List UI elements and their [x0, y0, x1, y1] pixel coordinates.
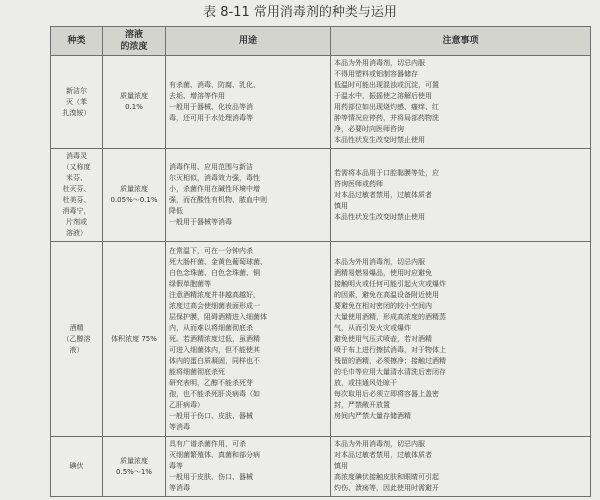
cell-line: 片剂或: [66, 218, 87, 226]
cell-type: [51, 242, 103, 437]
cell-line: 碘伏: [69, 462, 84, 470]
cell-line: 降低: [169, 207, 183, 215]
cell-line: 新洁尔: [66, 86, 87, 95]
cell-line: 米芬、: [66, 174, 87, 182]
cell-line: 封，严禁敞开放置: [334, 400, 390, 409]
cell-concentration: [103, 242, 166, 437]
cell-line: 浓度过高会使细菌表面形成一: [169, 301, 260, 310]
cell-line: 内，从而难以将细菌彻底杀: [169, 323, 253, 332]
cell-line: 乙肝病毒）: [169, 400, 204, 409]
cell-line: 层保护膜，阻碍酒精进入细菌体: [169, 312, 267, 321]
header-row: [51, 27, 591, 56]
cell-line: 液）: [69, 345, 84, 354]
cell-line: 0.5%～1%: [116, 467, 152, 476]
cell-line: 质量浓度: [120, 456, 148, 465]
cell-line: 0.1%: [125, 103, 143, 111]
cell-line: 高浓度碘伏接触皮肤和眼睛可引起: [334, 473, 439, 481]
cell-line: 0.05%～0.1%: [110, 196, 158, 204]
cell-line: 可进入细菌体内，但不能使其: [169, 345, 260, 354]
cell-line: 咨询医师或药师: [334, 179, 383, 188]
cell-line: 溶液）: [66, 229, 87, 237]
cell-line: 强，而在酸性有机物、脓血中则: [169, 196, 267, 204]
cell-line: 一般用于器械、化妆品等消: [169, 103, 253, 111]
cell-line: 能将细菌彻底杀死: [169, 367, 225, 376]
table-row: [51, 242, 591, 437]
cell-line: 扎溴铵）: [62, 108, 91, 117]
cell-line: 消毒宁，: [62, 207, 91, 215]
cell-line: 体内的蛋白质凝固，同样也不: [169, 356, 260, 365]
cell-use: [166, 242, 331, 437]
cell-type: [51, 437, 103, 497]
cell-line: 要避免在相对密闭的较小空间内: [334, 301, 432, 310]
cell-line: 灭细菌繁殖体、真菌和部分病: [169, 451, 260, 459]
cell-line: 本品性状发生改变时禁止使用: [334, 136, 425, 144]
cell-notes: [331, 149, 591, 242]
cell-line: 等消毒: [169, 484, 190, 492]
cell-line: 接触明火或任何可能引起火灾或爆炸: [334, 279, 446, 288]
cell-line: 体积浓度 75%: [111, 334, 157, 343]
cell-line: 注意酒精浓度并非越高越好，: [169, 290, 260, 299]
cell-line: 毒等: [169, 462, 183, 470]
cell-line: 大量使用酒精，形成高浓度的酒精蒸: [334, 312, 446, 321]
cell-line: 用药部位如出现烧灼感、瘙痒、红: [334, 103, 439, 111]
cell-line: （乙醇溶: [62, 334, 91, 343]
cell-line: 质量浓度: [120, 185, 148, 193]
header-use: 用途: [166, 27, 331, 56]
cell-type: [51, 56, 103, 149]
cell-notes: [331, 242, 591, 437]
cell-line: 一般用于皮肤、伤口、器械: [169, 473, 253, 481]
cell-notes: [331, 56, 591, 149]
cell-line: 杜美芬、: [62, 196, 91, 204]
cell-line: 白色念珠菌、白色念珠菌、铜: [169, 268, 260, 277]
cell-line: 孢，也不能杀死肝炎病毒（如: [169, 389, 260, 398]
cell-notes: [331, 437, 591, 497]
cell-line: 在常温下，可在一分钟内杀: [169, 246, 253, 255]
cell-line: 若需将本品用于口腔黏膜等处，应: [334, 168, 439, 177]
cell-line: 的毛巾等应用大量清水清洗后密闭存: [334, 367, 446, 376]
cell-line: 研究表明，乙醇不能杀死芽: [169, 378, 253, 387]
cell-concentration: [103, 56, 166, 149]
table-row: [51, 437, 591, 497]
table-row: [51, 56, 591, 149]
cell-line: 每次取用后必须立即将容器上盖密: [334, 389, 439, 398]
cell-line: 残留的酒精，必须擦净；接触过酒精: [334, 356, 446, 365]
table-row: [51, 149, 591, 242]
cell-line: 房间内严禁大量存储酒精: [334, 411, 411, 420]
cell-line: 酒精: [69, 323, 84, 332]
cell-line: 死。若酒精浓度过低，虽酒精: [169, 334, 260, 343]
cell-line: 死大肠杆菌、金黄色葡萄球菌、: [169, 257, 267, 266]
cell-line: 本品性状发生改变时禁止使用: [334, 212, 425, 221]
cell-line: 毒，还可用于水处理消毒等: [169, 114, 253, 122]
cell-line: 本品为外用消毒剂，切忌内服: [334, 59, 425, 67]
cell-line: 消毒灵: [66, 152, 87, 160]
cell-line: 小，杀菌作用在碱性环境中增: [169, 185, 260, 193]
cell-use: [166, 56, 331, 149]
cell-line: 去垢、增溶等作用: [169, 92, 225, 100]
cell-line: 慎用: [334, 462, 348, 470]
cell-line: 肿等情况应停药，并将局部药物洗: [334, 114, 439, 122]
cell-line: 喷于布上进行擦拭消毒，对于物体上: [334, 345, 446, 354]
cell-line: 有杀菌、消毒、防腐、乳化、: [169, 81, 260, 89]
cell-line: 酒精易燃易爆品，使用时应避免: [334, 268, 432, 277]
cell-line: 对本品过敏者禁用，过敏体质者: [334, 451, 432, 459]
cell-line: 消毒作用、应用范围与新洁: [169, 163, 253, 171]
cell-line: 具有广谱杀菌作用，可杀: [169, 440, 246, 448]
table-caption: 表 8-11 常用消毒剂的种类与运用: [203, 5, 397, 20]
cell-line: 气，从而引发火灾或爆炸: [334, 323, 411, 332]
cell-line: 杜灭芬、: [62, 185, 91, 193]
cell-line: 本品为外用消毒剂，切忌内服: [334, 440, 425, 448]
cell-type: [51, 149, 103, 242]
cell-line: 净，必要时向医师咨询: [334, 125, 404, 133]
cell-line: 尔灭相似，消毒效力强，毒性: [169, 174, 260, 182]
cell-use: [166, 437, 331, 497]
header-concentration: 溶液 的浓度: [103, 27, 166, 56]
cell-line: 不得用塑料或铝制容器储存: [334, 70, 418, 78]
cell-line: 灭（苯: [66, 97, 87, 106]
cell-line: 放，或挂通风处晾干: [334, 378, 397, 387]
cell-line: 质量浓度: [120, 92, 148, 100]
cell-line: 于温水中，振摇使之溶解后使用: [334, 92, 432, 100]
header-type: 种类: [51, 27, 103, 56]
cell-line: 的因素，避免在高温设备附近使用: [334, 290, 439, 299]
cell-line: 灼伤、溃疡等，因此使用时需避开: [334, 484, 439, 492]
cell-line: 对本品过敏者禁用，过敏体质者: [334, 190, 432, 199]
cell-line: （又称度: [62, 163, 91, 171]
cell-use: [166, 149, 331, 242]
cell-line: 本品为外用消毒剂，切忌内服: [334, 257, 425, 266]
cell-line: 低温时可能出现混浊或沉淀，可置: [334, 81, 439, 89]
cell-line: 避免使用气压式喷壶，若对酒精: [334, 334, 432, 343]
cell-line: 绿假单胞菌等: [169, 279, 211, 288]
header-notes: 注意事项: [331, 27, 591, 56]
cell-concentration: [103, 149, 166, 242]
cell-line: 一般用于器械等消毒: [169, 218, 232, 226]
cell-line: 慎用: [334, 201, 348, 210]
disinfectant-table: [50, 26, 591, 497]
cell-line: 等消毒: [169, 422, 190, 431]
cell-concentration: [103, 437, 166, 497]
cell-line: 一般用于伤口、皮肤、器械: [169, 411, 253, 420]
